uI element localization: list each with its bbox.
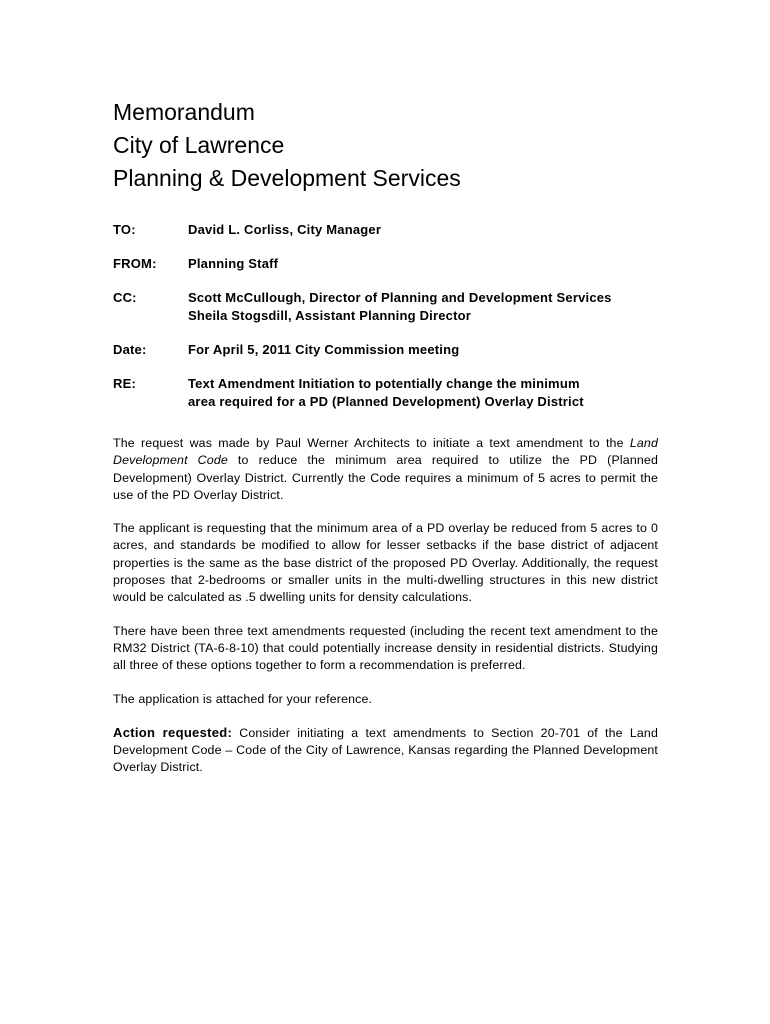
to-label: TO: (113, 222, 136, 237)
date-value: For April 5, 2011 City Commission meeting (188, 342, 460, 357)
to-row (113, 221, 658, 255)
paragraph-request-start: The request was made by Paul Werner Architects to initiate a text amendment to the (113, 436, 630, 450)
cc-value-line-1: Scott McCullough, Director of Planning and Development Services (188, 290, 612, 305)
paragraph-request-end: to reduce the minimum area required to utilize the PD (Planned Development) Overlay District. Currently the Code requires a minimum of 5 acres to permit the use of the PD Overlay District. (113, 453, 658, 502)
re-row (113, 375, 658, 427)
re-value-line-2: area required for a PD (Planned Development) Overlay District (188, 394, 584, 409)
memo-title-line-2: City of Lawrence (113, 132, 285, 158)
from-row (113, 255, 658, 289)
paragraph-action (113, 724, 658, 777)
to-value: David L. Corliss, City Manager (188, 222, 382, 237)
action-requested-text: Consider initiating a text amendments to Section 20-701 of the Land Development Code – Code of the City of Lawrence, Kansas regarding the Planned Development Overlay District. (113, 725, 658, 775)
from-value: Planning Staff (188, 256, 279, 271)
re-label: RE: (113, 376, 136, 391)
cc-value-line-2: Sheila Stogsdill, Assistant Planning Director (188, 308, 472, 323)
paragraph-amendments: There have been three text amendments requested (including the recent text amendment to the RM32 District (TA-6-8-10) that could potentially increase density in residential districts. Studying all three of these options together to form a recommendation is preferred. (113, 623, 658, 673)
memo-body (113, 435, 658, 777)
memo-header (113, 221, 658, 427)
paragraph-applicant: The applicant is requesting that the minimum area of a PD overlay be reduced from 5 acres to 0 acres, and standards be modified to allow for lesser setbacks if the base district of adjacent properties is the same as the base district of the proposed PD Overlay. Additionally, the request proposes that 2-bedrooms or smaller units in the multi-dwelling structures in this new district would be calculated as .5 dwelling units for density calculations. (113, 521, 658, 605)
memo-title (113, 96, 658, 195)
re-value-line-1: Text Amendment Initiation to potentially change the minimum (188, 376, 580, 391)
re-value (188, 375, 658, 427)
action-requested-label: Action requested: (113, 724, 233, 740)
date-row (113, 341, 658, 375)
cc-row (113, 289, 658, 341)
land-development-code-reference: Land Development Code (113, 436, 658, 468)
paragraph-request (113, 435, 658, 504)
memo-title-line-1: Memorandum (113, 99, 255, 125)
cc-value (188, 289, 658, 341)
memo-page (113, 96, 658, 793)
paragraph-attachment: The application is attached for your reference. (113, 691, 373, 706)
from-label: FROM: (113, 256, 157, 271)
memo-title-line-3: Planning & Development Services (113, 165, 461, 191)
date-label: Date: (113, 342, 147, 357)
cc-label: CC: (113, 290, 137, 305)
